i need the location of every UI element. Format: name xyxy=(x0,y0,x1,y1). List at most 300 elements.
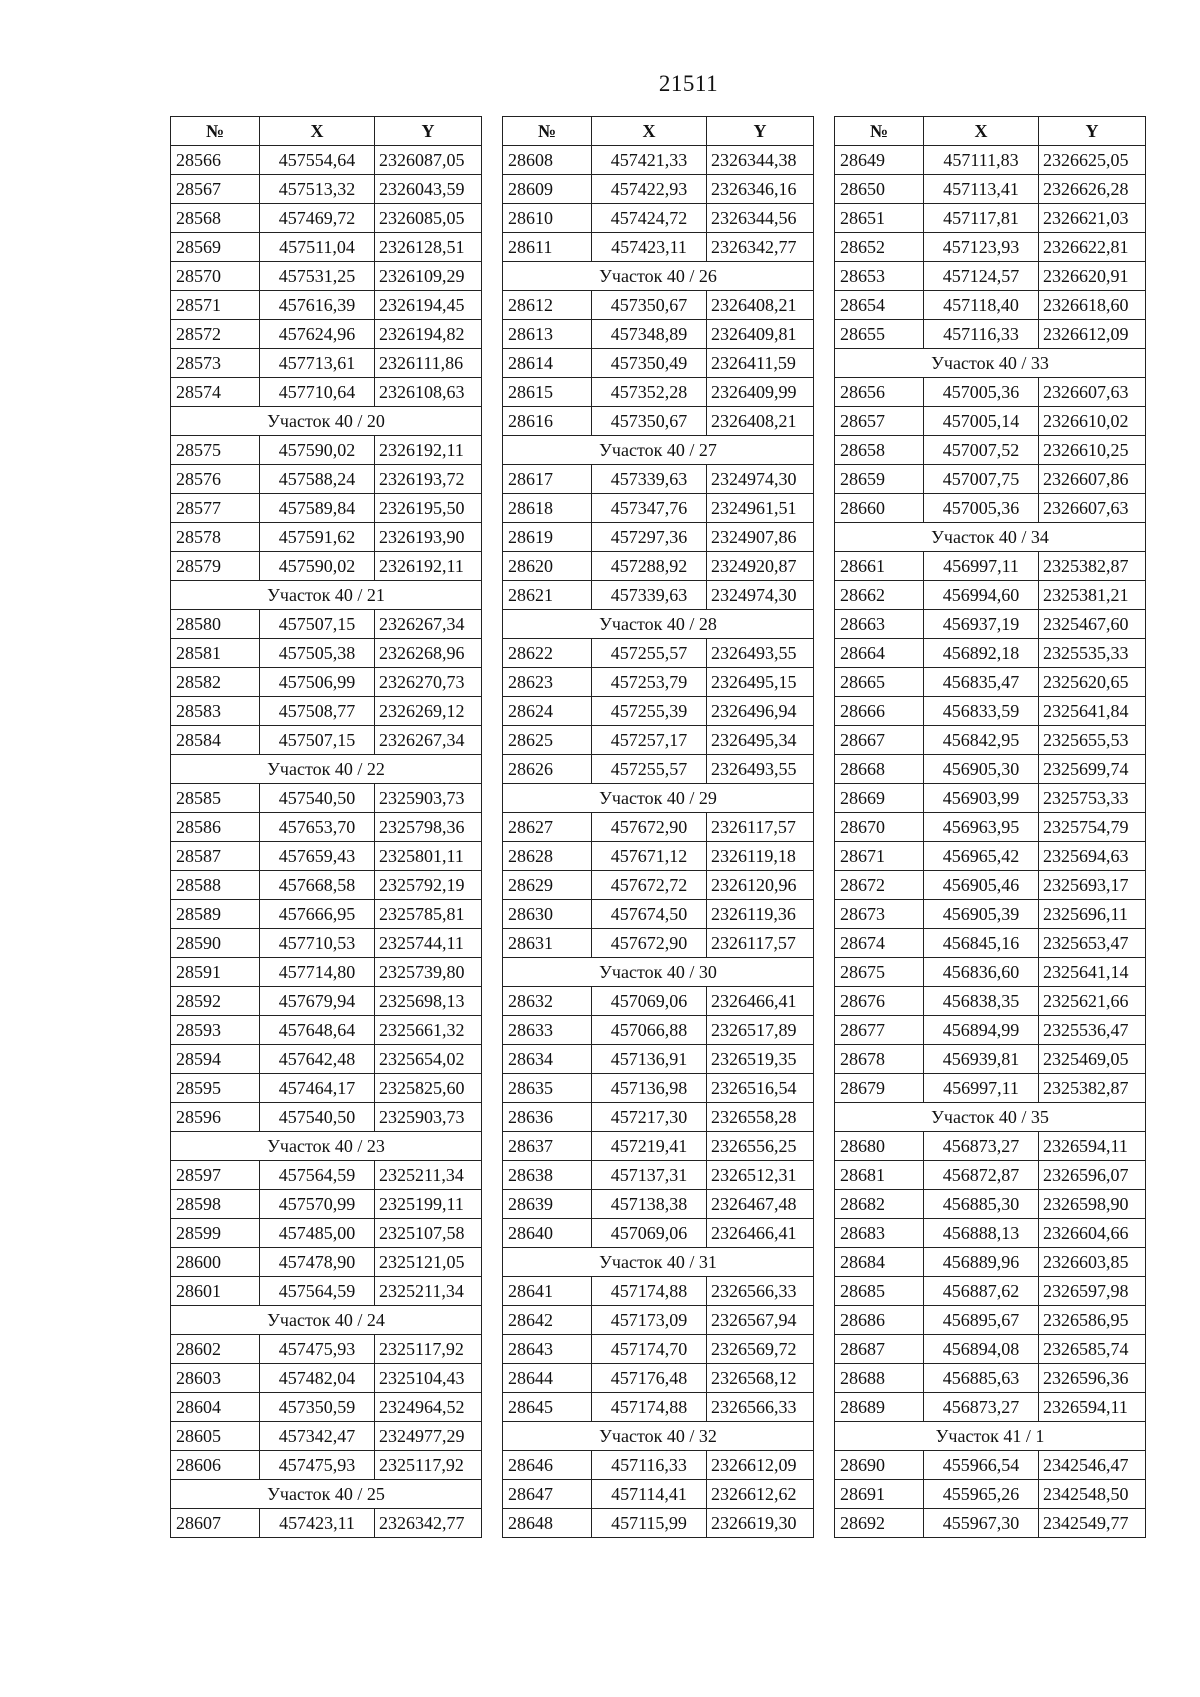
y-coordinate: 2326625,05 xyxy=(1039,146,1146,175)
x-coordinate: 457069,06 xyxy=(592,1219,707,1248)
section-title: Участок 40 / 23 xyxy=(171,1132,482,1161)
point-number: 28640 xyxy=(503,1219,592,1248)
table-row xyxy=(171,1074,482,1103)
x-coordinate: 457642,48 xyxy=(260,1045,375,1074)
y-coordinate: 2326195,50 xyxy=(375,494,482,523)
y-coordinate: 2325903,73 xyxy=(375,1103,482,1132)
table-row xyxy=(503,1451,814,1480)
table-header-row xyxy=(835,117,1146,146)
table-row xyxy=(835,1480,1146,1509)
y-coordinate: 2326194,82 xyxy=(375,320,482,349)
table-row xyxy=(503,1045,814,1074)
table-row xyxy=(835,262,1146,291)
x-coordinate: 456994,60 xyxy=(924,581,1039,610)
table-row xyxy=(835,1074,1146,1103)
point-number: 28619 xyxy=(503,523,592,552)
x-coordinate: 457257,17 xyxy=(592,726,707,755)
x-coordinate: 457422,93 xyxy=(592,175,707,204)
x-coordinate: 457674,50 xyxy=(592,900,707,929)
y-coordinate: 2326119,36 xyxy=(707,900,814,929)
x-coordinate: 457591,62 xyxy=(260,523,375,552)
x-coordinate: 457116,33 xyxy=(924,320,1039,349)
x-coordinate: 457482,04 xyxy=(260,1364,375,1393)
x-coordinate: 457710,53 xyxy=(260,929,375,958)
point-number: 28567 xyxy=(171,175,260,204)
point-number: 28633 xyxy=(503,1016,592,1045)
point-number: 28673 xyxy=(835,900,924,929)
header-x: X xyxy=(924,117,1039,146)
y-coordinate: 2325696,11 xyxy=(1039,900,1146,929)
point-number: 28634 xyxy=(503,1045,592,1074)
point-number: 28569 xyxy=(171,233,260,262)
x-coordinate: 457350,67 xyxy=(592,407,707,436)
y-coordinate: 2326467,48 xyxy=(707,1190,814,1219)
y-coordinate: 2342549,77 xyxy=(1039,1509,1146,1538)
table-row xyxy=(503,697,814,726)
section-row xyxy=(503,1248,814,1277)
table-row xyxy=(835,1277,1146,1306)
point-number: 28686 xyxy=(835,1306,924,1335)
point-number: 28629 xyxy=(503,871,592,900)
section-title: Участок 40 / 25 xyxy=(171,1480,482,1509)
table-row xyxy=(171,900,482,929)
point-number: 28621 xyxy=(503,581,592,610)
table-row xyxy=(835,204,1146,233)
y-coordinate: 2326268,96 xyxy=(375,639,482,668)
y-coordinate: 2325785,81 xyxy=(375,900,482,929)
x-coordinate: 457424,72 xyxy=(592,204,707,233)
y-coordinate: 2325654,02 xyxy=(375,1045,482,1074)
header-number: № xyxy=(503,117,592,146)
y-coordinate: 2326610,02 xyxy=(1039,407,1146,436)
table-row xyxy=(503,552,814,581)
y-coordinate: 2324977,29 xyxy=(375,1422,482,1451)
x-coordinate: 457253,79 xyxy=(592,668,707,697)
y-coordinate: 2326495,34 xyxy=(707,726,814,755)
table-row xyxy=(835,175,1146,204)
point-number: 28685 xyxy=(835,1277,924,1306)
x-coordinate: 455965,26 xyxy=(924,1480,1039,1509)
table-row xyxy=(171,1451,482,1480)
point-number: 28611 xyxy=(503,233,592,262)
table-row xyxy=(171,378,482,407)
point-number: 28675 xyxy=(835,958,924,987)
x-coordinate: 457507,15 xyxy=(260,726,375,755)
point-number: 28623 xyxy=(503,668,592,697)
x-coordinate: 457531,25 xyxy=(260,262,375,291)
table-row xyxy=(171,204,482,233)
point-number: 28585 xyxy=(171,784,260,813)
y-coordinate: 2325211,34 xyxy=(375,1161,482,1190)
point-number: 28680 xyxy=(835,1132,924,1161)
section-row xyxy=(503,610,814,639)
y-coordinate: 2325798,36 xyxy=(375,813,482,842)
table-row xyxy=(503,523,814,552)
table-row xyxy=(171,291,482,320)
table-row xyxy=(835,465,1146,494)
x-coordinate: 457123,93 xyxy=(924,233,1039,262)
y-coordinate: 2325467,60 xyxy=(1039,610,1146,639)
point-number: 28614 xyxy=(503,349,592,378)
point-number: 28664 xyxy=(835,639,924,668)
point-number: 28598 xyxy=(171,1190,260,1219)
table-row xyxy=(503,1161,814,1190)
coordinates-table-2 xyxy=(502,116,814,1538)
point-number: 28603 xyxy=(171,1364,260,1393)
table-row xyxy=(503,1393,814,1422)
x-coordinate: 456997,11 xyxy=(924,552,1039,581)
y-coordinate: 2326619,30 xyxy=(707,1509,814,1538)
point-number: 28677 xyxy=(835,1016,924,1045)
y-coordinate: 2324974,30 xyxy=(707,465,814,494)
x-coordinate: 457513,32 xyxy=(260,175,375,204)
table-row xyxy=(503,378,814,407)
y-coordinate: 2325699,74 xyxy=(1039,755,1146,784)
x-coordinate: 457588,24 xyxy=(260,465,375,494)
x-coordinate: 456903,99 xyxy=(924,784,1039,813)
table-row xyxy=(503,726,814,755)
table-row xyxy=(503,1364,814,1393)
x-coordinate: 457066,88 xyxy=(592,1016,707,1045)
y-coordinate: 2326620,91 xyxy=(1039,262,1146,291)
table-row xyxy=(835,378,1146,407)
coordinates-table-3 xyxy=(834,116,1146,1538)
x-coordinate: 457671,12 xyxy=(592,842,707,871)
y-coordinate: 2325382,87 xyxy=(1039,1074,1146,1103)
point-number: 28613 xyxy=(503,320,592,349)
x-coordinate: 457255,57 xyxy=(592,755,707,784)
table-row xyxy=(835,1045,1146,1074)
table-row xyxy=(171,552,482,581)
table-row xyxy=(835,929,1146,958)
y-coordinate: 2326111,86 xyxy=(375,349,482,378)
x-coordinate: 457005,36 xyxy=(924,378,1039,407)
y-coordinate: 2326493,55 xyxy=(707,639,814,668)
table-row xyxy=(503,900,814,929)
x-coordinate: 457648,64 xyxy=(260,1016,375,1045)
point-number: 28649 xyxy=(835,146,924,175)
x-coordinate: 457124,57 xyxy=(924,262,1039,291)
y-coordinate: 2326586,95 xyxy=(1039,1306,1146,1335)
x-coordinate: 457350,59 xyxy=(260,1393,375,1422)
table-row xyxy=(503,842,814,871)
x-coordinate: 457540,50 xyxy=(260,1103,375,1132)
x-coordinate: 457118,40 xyxy=(924,291,1039,320)
table-row xyxy=(171,668,482,697)
table-row xyxy=(503,1219,814,1248)
y-coordinate: 2325694,63 xyxy=(1039,842,1146,871)
y-coordinate: 2326556,25 xyxy=(707,1132,814,1161)
table-row xyxy=(503,1509,814,1538)
table-row xyxy=(503,1335,814,1364)
x-coordinate: 457136,98 xyxy=(592,1074,707,1103)
table-row xyxy=(171,929,482,958)
x-coordinate: 457589,84 xyxy=(260,494,375,523)
point-number: 28582 xyxy=(171,668,260,697)
table-row xyxy=(171,784,482,813)
point-number: 28655 xyxy=(835,320,924,349)
y-coordinate: 2325535,33 xyxy=(1039,639,1146,668)
x-coordinate: 456894,99 xyxy=(924,1016,1039,1045)
y-coordinate: 2326597,98 xyxy=(1039,1277,1146,1306)
y-coordinate: 2325753,33 xyxy=(1039,784,1146,813)
y-coordinate: 2326192,11 xyxy=(375,552,482,581)
x-coordinate: 457174,88 xyxy=(592,1277,707,1306)
point-number: 28627 xyxy=(503,813,592,842)
y-coordinate: 2326607,63 xyxy=(1039,378,1146,407)
table-row xyxy=(503,581,814,610)
y-coordinate: 2325653,47 xyxy=(1039,929,1146,958)
section-row xyxy=(503,436,814,465)
point-number: 28573 xyxy=(171,349,260,378)
table-row xyxy=(835,755,1146,784)
table-row xyxy=(503,929,814,958)
table-row xyxy=(171,813,482,842)
x-coordinate: 456963,95 xyxy=(924,813,1039,842)
point-number: 28596 xyxy=(171,1103,260,1132)
x-coordinate: 456895,67 xyxy=(924,1306,1039,1335)
section-row xyxy=(835,349,1146,378)
y-coordinate: 2326585,74 xyxy=(1039,1335,1146,1364)
section-title: Участок 40 / 33 xyxy=(835,349,1146,378)
point-number: 28616 xyxy=(503,407,592,436)
x-coordinate: 456888,13 xyxy=(924,1219,1039,1248)
table-row xyxy=(835,784,1146,813)
table-row xyxy=(503,755,814,784)
x-coordinate: 456845,16 xyxy=(924,929,1039,958)
y-coordinate: 2326269,12 xyxy=(375,697,482,726)
y-coordinate: 2326567,94 xyxy=(707,1306,814,1335)
point-number: 28605 xyxy=(171,1422,260,1451)
x-coordinate: 457352,28 xyxy=(592,378,707,407)
y-coordinate: 2326516,54 xyxy=(707,1074,814,1103)
y-coordinate: 2326193,90 xyxy=(375,523,482,552)
x-coordinate: 457506,99 xyxy=(260,668,375,697)
table-row xyxy=(503,407,814,436)
x-coordinate: 457507,15 xyxy=(260,610,375,639)
x-coordinate: 457217,30 xyxy=(592,1103,707,1132)
x-coordinate: 457137,31 xyxy=(592,1161,707,1190)
point-number: 28588 xyxy=(171,871,260,900)
point-number: 28667 xyxy=(835,726,924,755)
x-coordinate: 457113,41 xyxy=(924,175,1039,204)
point-number: 28691 xyxy=(835,1480,924,1509)
x-coordinate: 456905,39 xyxy=(924,900,1039,929)
point-number: 28679 xyxy=(835,1074,924,1103)
table-row xyxy=(835,1161,1146,1190)
y-coordinate: 2326267,34 xyxy=(375,726,482,755)
point-number: 28635 xyxy=(503,1074,592,1103)
x-coordinate: 457342,47 xyxy=(260,1422,375,1451)
y-coordinate: 2325107,58 xyxy=(375,1219,482,1248)
table-row xyxy=(503,1190,814,1219)
y-coordinate: 2326612,09 xyxy=(707,1451,814,1480)
point-number: 28648 xyxy=(503,1509,592,1538)
x-coordinate: 457069,06 xyxy=(592,987,707,1016)
point-number: 28669 xyxy=(835,784,924,813)
table-row xyxy=(503,668,814,697)
y-coordinate: 2325536,47 xyxy=(1039,1016,1146,1045)
section-row xyxy=(171,407,482,436)
point-number: 28645 xyxy=(503,1393,592,1422)
section-title: Участок 40 / 34 xyxy=(835,523,1146,552)
point-number: 28592 xyxy=(171,987,260,1016)
x-coordinate: 457564,59 xyxy=(260,1277,375,1306)
section-title: Участок 40 / 24 xyxy=(171,1306,482,1335)
section-row xyxy=(503,784,814,813)
table-row xyxy=(503,1480,814,1509)
x-coordinate: 457339,63 xyxy=(592,581,707,610)
x-coordinate: 456997,11 xyxy=(924,1074,1039,1103)
point-number: 28597 xyxy=(171,1161,260,1190)
y-coordinate: 2325620,65 xyxy=(1039,668,1146,697)
table-row xyxy=(503,639,814,668)
table-row xyxy=(171,1248,482,1277)
table-row xyxy=(171,233,482,262)
point-number: 28593 xyxy=(171,1016,260,1045)
point-number: 28580 xyxy=(171,610,260,639)
x-coordinate: 457111,83 xyxy=(924,146,1039,175)
header-y: Y xyxy=(707,117,814,146)
point-number: 28666 xyxy=(835,697,924,726)
header-y: Y xyxy=(1039,117,1146,146)
point-number: 28665 xyxy=(835,668,924,697)
point-number: 28622 xyxy=(503,639,592,668)
y-coordinate: 2326594,11 xyxy=(1039,1393,1146,1422)
table-row xyxy=(171,1364,482,1393)
table-row xyxy=(503,146,814,175)
x-coordinate: 457672,90 xyxy=(592,813,707,842)
point-number: 28678 xyxy=(835,1045,924,1074)
x-coordinate: 456889,96 xyxy=(924,1248,1039,1277)
x-coordinate: 457505,38 xyxy=(260,639,375,668)
x-coordinate: 455966,54 xyxy=(924,1451,1039,1480)
y-coordinate: 2326496,94 xyxy=(707,697,814,726)
table-row xyxy=(835,1132,1146,1161)
point-number: 28658 xyxy=(835,436,924,465)
y-coordinate: 2325121,05 xyxy=(375,1248,482,1277)
y-coordinate: 2326270,73 xyxy=(375,668,482,697)
y-coordinate: 2326512,31 xyxy=(707,1161,814,1190)
table-row xyxy=(835,1306,1146,1335)
point-number: 28688 xyxy=(835,1364,924,1393)
point-number: 28662 xyxy=(835,581,924,610)
point-number: 28594 xyxy=(171,1045,260,1074)
y-coordinate: 2326411,59 xyxy=(707,349,814,378)
section-title: Участок 40 / 20 xyxy=(171,407,482,436)
y-coordinate: 2326117,57 xyxy=(707,813,814,842)
x-coordinate: 456872,87 xyxy=(924,1161,1039,1190)
x-coordinate: 457173,09 xyxy=(592,1306,707,1335)
x-coordinate: 456833,59 xyxy=(924,697,1039,726)
x-coordinate: 456894,08 xyxy=(924,1335,1039,1364)
point-number: 28624 xyxy=(503,697,592,726)
x-coordinate: 456905,30 xyxy=(924,755,1039,784)
point-number: 28659 xyxy=(835,465,924,494)
y-coordinate: 2326610,25 xyxy=(1039,436,1146,465)
table-row xyxy=(835,1335,1146,1364)
x-coordinate: 457114,41 xyxy=(592,1480,707,1509)
y-coordinate: 2326267,34 xyxy=(375,610,482,639)
section-row xyxy=(835,1422,1146,1451)
x-coordinate: 457005,36 xyxy=(924,494,1039,523)
y-coordinate: 2326466,41 xyxy=(707,987,814,1016)
x-coordinate: 457174,70 xyxy=(592,1335,707,1364)
y-coordinate: 2326626,28 xyxy=(1039,175,1146,204)
y-coordinate: 2325381,21 xyxy=(1039,581,1146,610)
table-row xyxy=(171,1509,482,1538)
y-coordinate: 2326408,21 xyxy=(707,407,814,436)
y-coordinate: 2326119,18 xyxy=(707,842,814,871)
point-number: 28618 xyxy=(503,494,592,523)
x-coordinate: 457117,81 xyxy=(924,204,1039,233)
x-coordinate: 457666,95 xyxy=(260,900,375,929)
point-number: 28604 xyxy=(171,1393,260,1422)
point-number: 28692 xyxy=(835,1509,924,1538)
point-number: 28566 xyxy=(171,146,260,175)
table-row xyxy=(835,1219,1146,1248)
section-title: Участок 40 / 27 xyxy=(503,436,814,465)
point-number: 28590 xyxy=(171,929,260,958)
y-coordinate: 2326117,57 xyxy=(707,929,814,958)
point-number: 28652 xyxy=(835,233,924,262)
table-row xyxy=(171,1422,482,1451)
y-coordinate: 2326342,77 xyxy=(707,233,814,262)
table-row xyxy=(503,465,814,494)
header-x: X xyxy=(260,117,375,146)
point-number: 28632 xyxy=(503,987,592,1016)
x-coordinate: 457136,91 xyxy=(592,1045,707,1074)
x-coordinate: 456838,35 xyxy=(924,987,1039,1016)
point-number: 28625 xyxy=(503,726,592,755)
x-coordinate: 457659,43 xyxy=(260,842,375,871)
point-number: 28607 xyxy=(171,1509,260,1538)
point-number: 28681 xyxy=(835,1161,924,1190)
x-coordinate: 457423,11 xyxy=(260,1509,375,1538)
y-coordinate: 2326598,90 xyxy=(1039,1190,1146,1219)
section-row xyxy=(835,1103,1146,1132)
x-coordinate: 457348,89 xyxy=(592,320,707,349)
section-title: Участок 40 / 28 xyxy=(503,610,814,639)
table-row xyxy=(503,1277,814,1306)
table-row xyxy=(503,1306,814,1335)
point-number: 28684 xyxy=(835,1248,924,1277)
point-number: 28570 xyxy=(171,262,260,291)
y-coordinate: 2325739,80 xyxy=(375,958,482,987)
y-coordinate: 2325744,11 xyxy=(375,929,482,958)
y-coordinate: 2326409,99 xyxy=(707,378,814,407)
x-coordinate: 457219,41 xyxy=(592,1132,707,1161)
section-title: Участок 40 / 31 xyxy=(503,1248,814,1277)
table-row xyxy=(835,1190,1146,1219)
point-number: 28579 xyxy=(171,552,260,581)
y-coordinate: 2326194,45 xyxy=(375,291,482,320)
point-number: 28663 xyxy=(835,610,924,639)
table-row xyxy=(171,146,482,175)
table-row xyxy=(503,204,814,233)
y-coordinate: 2326409,81 xyxy=(707,320,814,349)
x-coordinate: 457005,14 xyxy=(924,407,1039,436)
x-coordinate: 457653,70 xyxy=(260,813,375,842)
table-row xyxy=(171,175,482,204)
table-row xyxy=(171,1190,482,1219)
x-coordinate: 456873,27 xyxy=(924,1132,1039,1161)
x-coordinate: 457672,90 xyxy=(592,929,707,958)
table-row xyxy=(503,291,814,320)
point-number: 28595 xyxy=(171,1074,260,1103)
table-row xyxy=(171,726,482,755)
x-coordinate: 457350,67 xyxy=(592,291,707,320)
